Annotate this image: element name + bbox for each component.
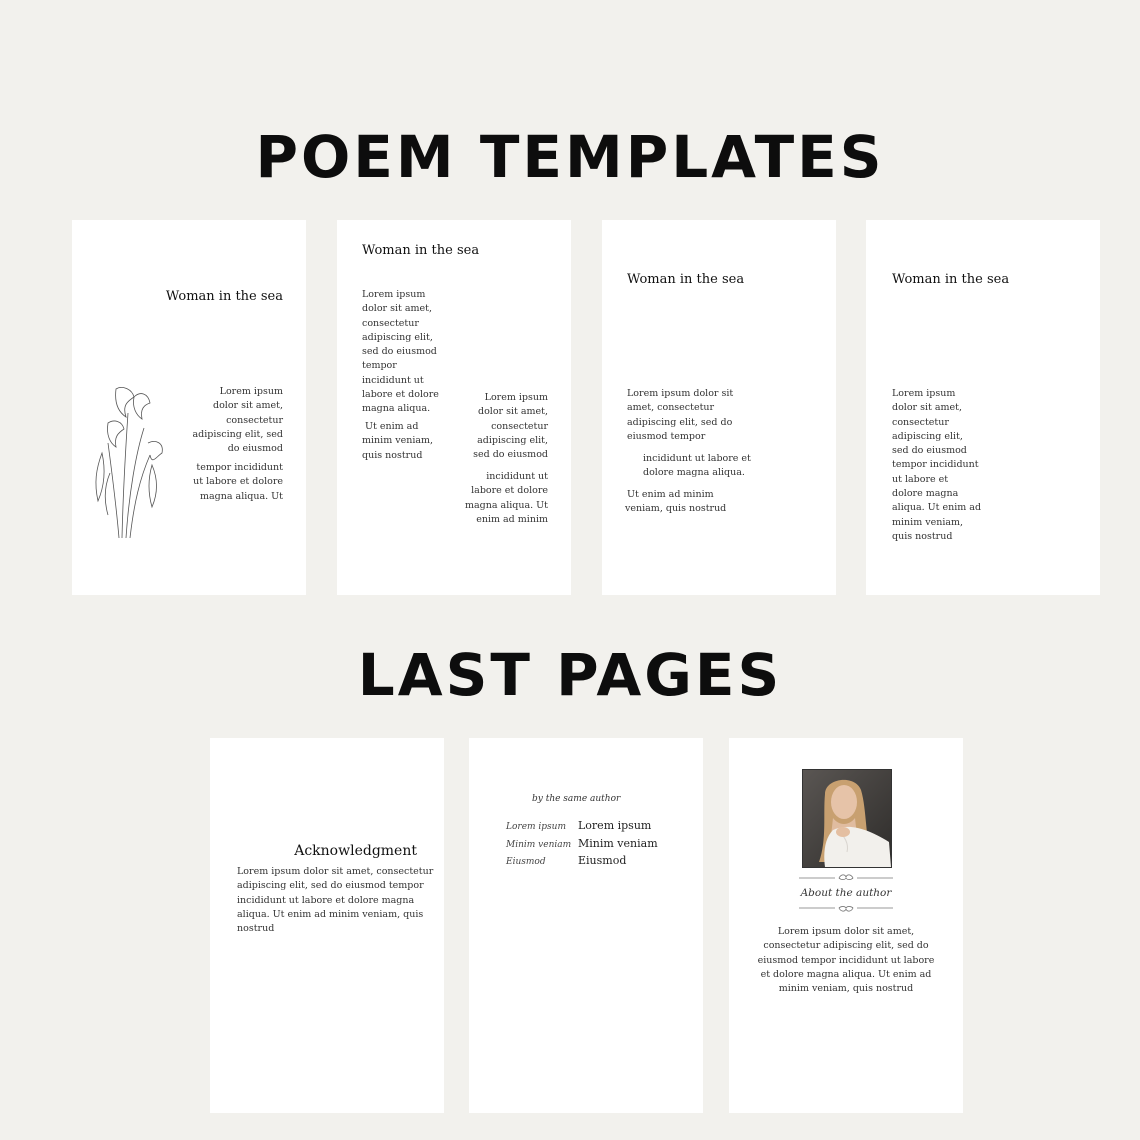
calla-lily-illustration-icon <box>92 383 164 540</box>
poem-line: minim veniam, <box>362 435 434 447</box>
poem-stanza-2 <box>193 461 283 504</box>
poem-line: Lorem ipsum <box>484 392 548 403</box>
about-author-heading: About the author <box>800 887 892 899</box>
poem-line: quis nostrud <box>892 530 953 542</box>
poem-line: ut labore et <box>892 473 949 485</box>
poem-line: ut labore et dolore <box>193 476 283 488</box>
poem-line: tempor incididunt <box>196 462 283 473</box>
poem-line: adipiscing elit, <box>477 434 548 446</box>
poem-line: dolore magna aliqua. <box>643 467 745 479</box>
poem-line: consectetur <box>362 317 419 329</box>
poem-stanza-1 <box>627 387 733 444</box>
same-author-page <box>469 738 703 1113</box>
poem-line: tempor incididunt <box>892 459 979 471</box>
poem-line: minim veniam, <box>892 516 964 528</box>
about-author-page <box>729 738 963 1113</box>
poem-line: aliqua. Ut enim ad <box>892 502 982 514</box>
poem-line: Ut enim ad <box>365 421 419 432</box>
poem-stanza-3 <box>625 488 726 517</box>
author-portrait-photo <box>802 769 892 868</box>
text-line: et dolore magna aliqua. Ut enim ad <box>760 968 932 980</box>
poem-line: Lorem ipsum dolor sit <box>627 388 734 399</box>
poem-template-page-4 <box>866 220 1100 595</box>
acknowledgment-title: Acknowledgment <box>294 843 417 859</box>
portrait-image <box>803 770 891 867</box>
poem-line: magna aliqua. Ut <box>464 499 548 511</box>
text-line: aliqua. Ut enim ad minim veniam, quis <box>237 908 424 920</box>
ornament-divider-icon <box>799 904 893 914</box>
poem-line: adipiscing elit, sed do <box>627 416 733 428</box>
text-line: Lorem ipsum dolor sit amet, consectetur <box>237 866 434 877</box>
book-list-row <box>506 814 651 833</box>
poem-template-page-3 <box>602 220 836 595</box>
book-label: Lorem ipsum <box>506 822 567 832</box>
poem-title: Woman in the sea <box>627 272 745 287</box>
book-title: Eiusmod <box>578 854 627 867</box>
poem-line: do eiusmod <box>227 443 283 455</box>
poem-line: Ut enim ad minim <box>627 489 714 500</box>
text-line: adipiscing elit, sed do eiusmod tempor <box>237 880 424 892</box>
poem-line: Lorem ipsum <box>892 388 956 399</box>
ornament-divider-icon <box>799 872 893 882</box>
book-label: Eiusmod <box>506 857 546 867</box>
poem-line: labore et dolore <box>471 485 548 497</box>
poem-line: adipiscing elit, <box>892 430 963 442</box>
poem-templates-heading: POEM TEMPLATES <box>255 123 885 191</box>
poem-line: sed do eiusmod <box>892 445 967 457</box>
book-title: Minim veniam <box>578 837 658 850</box>
poem-line: dolore magna <box>892 488 959 500</box>
poem-stanza-1 <box>193 385 284 456</box>
poem-line: magna aliqua. Ut <box>199 490 283 502</box>
poem-line: dolor sit amet, <box>362 303 433 315</box>
about-author-text <box>729 925 963 996</box>
poem-stanza-1 <box>362 288 439 417</box>
poem-line: incididunt ut <box>486 471 548 482</box>
poem-stanza-1 <box>892 387 981 544</box>
poem-line: adipiscing elit, <box>362 331 433 343</box>
text-line: Lorem ipsum dolor sit amet, <box>777 926 915 937</box>
poem-stanza-2 <box>643 452 751 481</box>
poem-template-page-1 <box>72 220 306 595</box>
acknowledgment-page <box>210 738 444 1113</box>
poem-line: incididunt ut labore et <box>643 453 751 464</box>
book-title: Lorem ipsum <box>578 819 652 832</box>
book-list-row <box>506 849 626 868</box>
text-line: nostrud <box>237 923 275 935</box>
poem-line: Lorem ipsum <box>362 289 426 300</box>
last-pages-heading: LAST PAGES <box>357 641 783 709</box>
book-label: Minim veniam <box>506 840 572 850</box>
poem-line: adipiscing elit, sed <box>192 428 283 440</box>
poem-title: Woman in the sea <box>165 289 283 304</box>
poem-line: labore et dolore <box>362 389 439 401</box>
poem-line: eiusmod tempor <box>627 430 706 442</box>
poem-stanza-2 <box>362 420 433 463</box>
poem-line: sed do eiusmod <box>473 449 548 461</box>
poem-line: sed do eiusmod <box>362 346 437 358</box>
poem-title: Woman in the sea <box>892 272 1010 287</box>
poem-line: consectetur <box>892 416 949 428</box>
text-line: minim veniam, quis nostrud <box>778 983 914 995</box>
text-line: consectetur adipiscing elit, sed do <box>763 940 929 952</box>
poem-line: veniam, quis nostrud <box>625 503 727 515</box>
poem-line: dolor sit amet, <box>477 406 548 418</box>
poem-line: incididunt ut <box>362 374 424 386</box>
poem-title: Woman in the sea <box>362 243 480 258</box>
poem-line: dolor sit amet, <box>892 402 963 414</box>
poem-line: Lorem ipsum <box>219 386 283 397</box>
poem-line: magna aliqua. <box>362 403 431 415</box>
poem-line: amet, consectetur <box>627 402 715 414</box>
poem-stanza-4 <box>465 470 548 527</box>
text-line: eiusmod tempor incididunt ut labore <box>757 954 935 966</box>
poem-line: enim ad minim <box>476 513 548 525</box>
text-line: incididunt ut labore et dolore magna <box>237 894 415 906</box>
acknowledgment-text <box>237 865 433 936</box>
poem-line: tempor <box>362 360 397 372</box>
poem-stanza-3 <box>473 391 548 462</box>
poem-template-page-2 <box>337 220 571 595</box>
poem-line: quis nostrud <box>362 449 423 461</box>
poem-line: consectetur <box>226 414 283 426</box>
poem-line: dolor sit amet, <box>212 400 283 412</box>
poem-line: consectetur <box>491 420 548 432</box>
same-author-heading: by the same author <box>532 794 621 804</box>
